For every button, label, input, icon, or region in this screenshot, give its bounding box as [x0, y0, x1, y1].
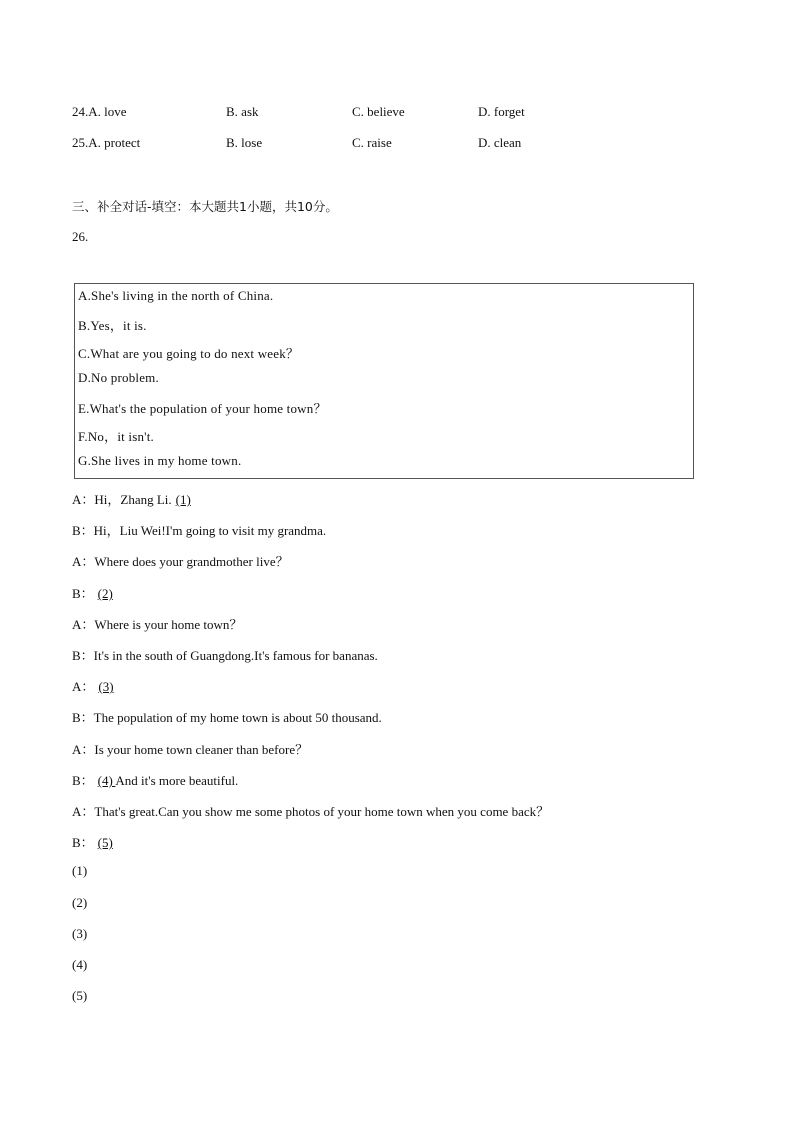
dialogue-text: The population of my home town is about 50 thousand. [93, 710, 382, 725]
dialogue-text: Where is your home town？ [94, 617, 243, 632]
option-b: B.Yes，it is. [78, 318, 147, 333]
choice-24-number [72, 104, 127, 120]
blank-3[interactable]: (3) [98, 679, 114, 694]
speaker: A： [72, 679, 95, 694]
dialogue-text: That's great.Can you show me some photos of your home town when you come back？ [94, 804, 550, 819]
dialogue-line-4 [72, 583, 113, 602]
dialogue-text: It's in the south of Guangdong.It's famous for bananas. [93, 648, 378, 663]
choice-24-c: C. believe [352, 104, 405, 119]
option-g: G.She lives in my home town. [78, 453, 242, 468]
speaker: B： [72, 523, 94, 538]
dialogue-line-9 [72, 739, 308, 758]
answer-label-5: (5) [72, 988, 88, 1003]
question-number-26: 26. [72, 229, 89, 244]
dialogue-text: Hi，Liu Wei!I'm going to visit my grandma. [93, 523, 327, 538]
dialogue-text: Hi，Zhang Li. [94, 492, 172, 507]
dialogue-line-3 [72, 551, 289, 570]
blank-2[interactable]: (2) [97, 586, 113, 601]
choice-25-a: A. protect [88, 135, 141, 150]
choice-25-b: B. lose [226, 135, 263, 150]
speaker: B： [72, 835, 94, 850]
dialogue-text: Is your home town cleaner than before？ [94, 742, 309, 757]
dialogue-line-7 [72, 676, 114, 695]
answer-label-3: (3) [72, 926, 88, 941]
speaker: B： [72, 586, 94, 601]
answer-label-2: (2) [72, 895, 88, 910]
choice-24-d: D. forget [478, 104, 525, 119]
dialogue-line-10 [72, 770, 238, 789]
choice-25-number [72, 135, 140, 151]
blank-5[interactable]: (5) [97, 835, 113, 850]
speaker: B： [72, 648, 94, 663]
choice-25-d: D. clean [478, 135, 522, 150]
speaker: A： [72, 554, 95, 569]
speaker: B： [72, 773, 94, 788]
speaker: A： [72, 804, 95, 819]
option-f: F.No，it isn't. [78, 429, 154, 444]
option-a: A.She's living in the north of China. [78, 288, 274, 303]
speaker: B： [72, 710, 94, 725]
speaker: A： [72, 492, 95, 507]
dialogue-line-8 [72, 707, 382, 726]
dialogue-line-12 [72, 832, 113, 851]
choice-25-c: C. raise [352, 135, 392, 150]
dialogue-text-after: And it's more beautiful. [115, 773, 239, 788]
speaker: A： [72, 742, 95, 757]
option-d: D.No problem. [78, 370, 159, 385]
question-number-24: 24. [72, 104, 89, 119]
blank-1[interactable]: (1) [175, 492, 191, 507]
answer-label-1: (1) [72, 863, 88, 878]
dialogue-line-1 [72, 489, 191, 508]
section-heading: 三、补全对话-填空：本大题共1小题，共10分。 [72, 199, 338, 214]
option-c: C.What are you going to do next week？ [78, 346, 300, 361]
dialogue-line-6 [72, 645, 378, 664]
speaker: A： [72, 617, 95, 632]
choice-24-b: B. ask [226, 104, 259, 119]
question-number-25: 25. [72, 135, 89, 150]
option-e: E.What's the population of your home town？ [78, 401, 327, 416]
dialogue-line-11 [72, 801, 549, 820]
blank-4[interactable]: (4) [97, 773, 116, 788]
options-box [74, 283, 694, 479]
choice-24-a-repeat: A. love [88, 104, 127, 119]
answer-label-4: (4) [72, 957, 88, 972]
dialogue-line-2 [72, 520, 326, 539]
dialogue-line-5 [72, 614, 242, 633]
dialogue-text: Where does your grandmother live？ [94, 554, 289, 569]
